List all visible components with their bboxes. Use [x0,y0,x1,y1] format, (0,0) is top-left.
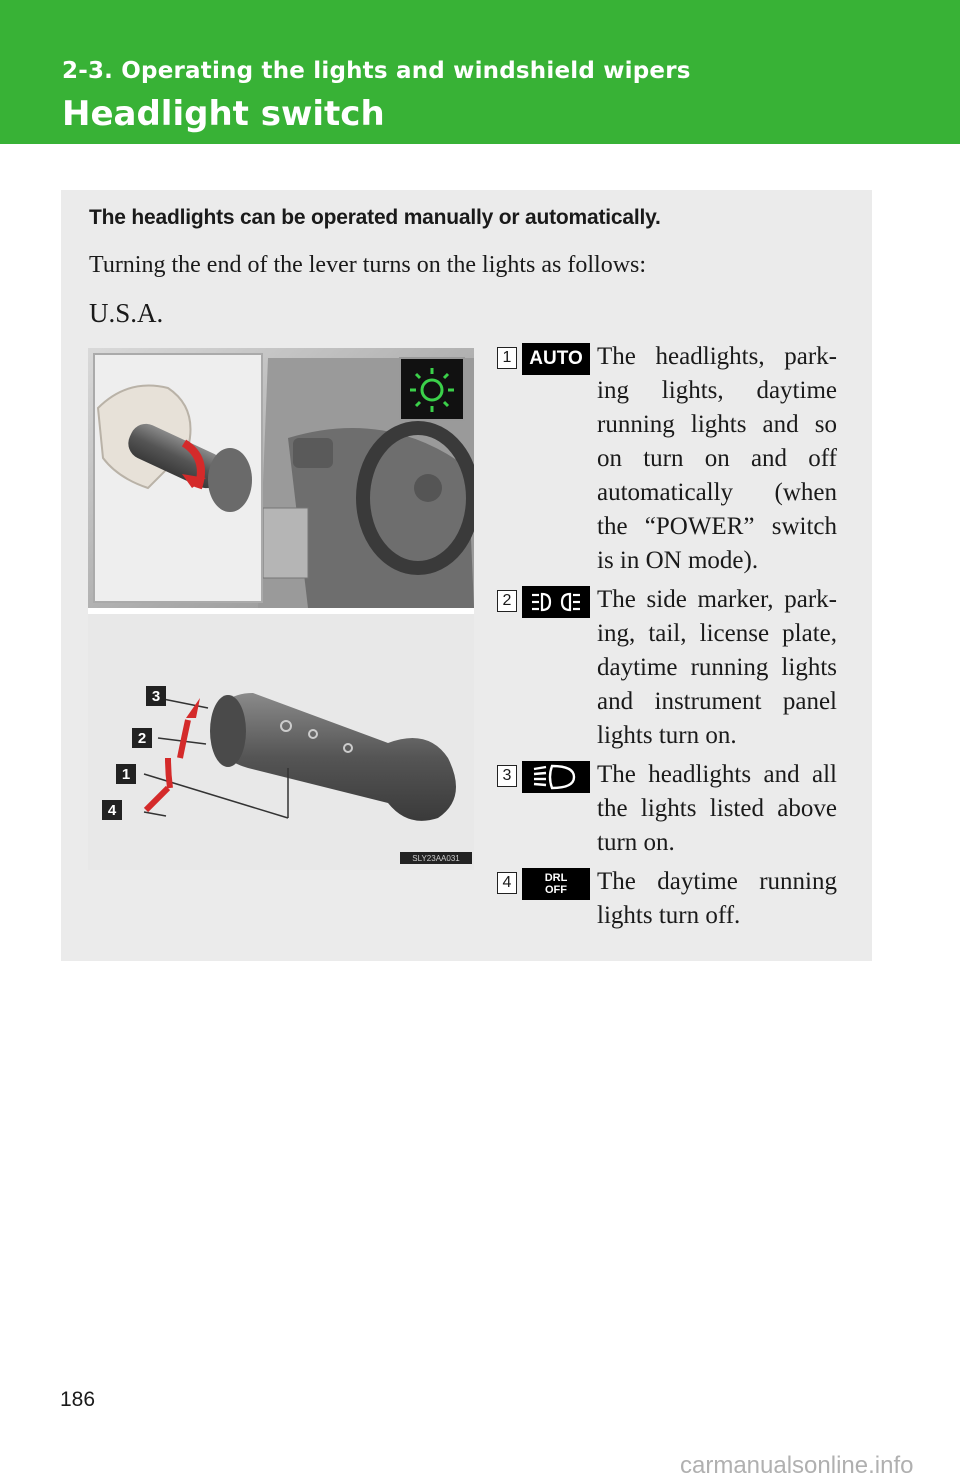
item-number: 2 [497,590,517,612]
svg-text:4: 4 [107,802,117,819]
item-description: The daytime running lights turn off. [597,868,837,929]
intro-text: Turning the end of the lever turns on the lights as follows: [89,252,647,278]
watermark: carmanualsonline.info [680,1452,914,1479]
item-description: The headlights, park- ing lights, daytime running lights and so on turn on and off automatically (when the “POWER” switch is in ON mode). [597,343,837,574]
figure-code: SLY23AA031 [412,854,460,863]
mode-item-parking-lights [497,586,837,753]
headlight-lever-illustration [88,348,474,870]
svg-text:1: 1 [121,766,131,783]
chapter-header [0,0,960,144]
section-heading: 2-3. Operating the lights and windshield wipers [62,58,691,84]
auto-symbol: AUTO [522,343,590,375]
item-number: 4 [497,872,517,894]
mode-item-auto [497,343,837,578]
mode-item-drl-off [497,868,837,933]
callout-2 [132,728,152,748]
page-number: 186 [60,1388,96,1411]
headlight-icon [522,761,590,793]
parking-lights-icon [522,586,590,618]
item-number: 3 [497,765,517,787]
item-description: The headlights and all the lights listed above turn on. [597,761,837,856]
callout-1 [116,764,136,784]
region-label: U.S.A. [89,298,164,328]
intro-bold-text: The headlights can be operated manually or automatically. [89,206,661,229]
mode-item-headlights [497,761,837,860]
page-title: Headlight switch [62,94,385,134]
drl-off-symbol: DRL OFF [522,868,590,900]
svg-text:3: 3 [151,688,161,705]
item-description: The side marker, park- ing, tail, license plate, daytime running lights and instrument panel lights turn on. [597,586,837,749]
callout-3 [146,686,166,706]
callout-4 [102,800,122,820]
svg-text:2: 2 [137,730,147,747]
content-panel [61,190,872,961]
item-number: 1 [497,347,517,369]
